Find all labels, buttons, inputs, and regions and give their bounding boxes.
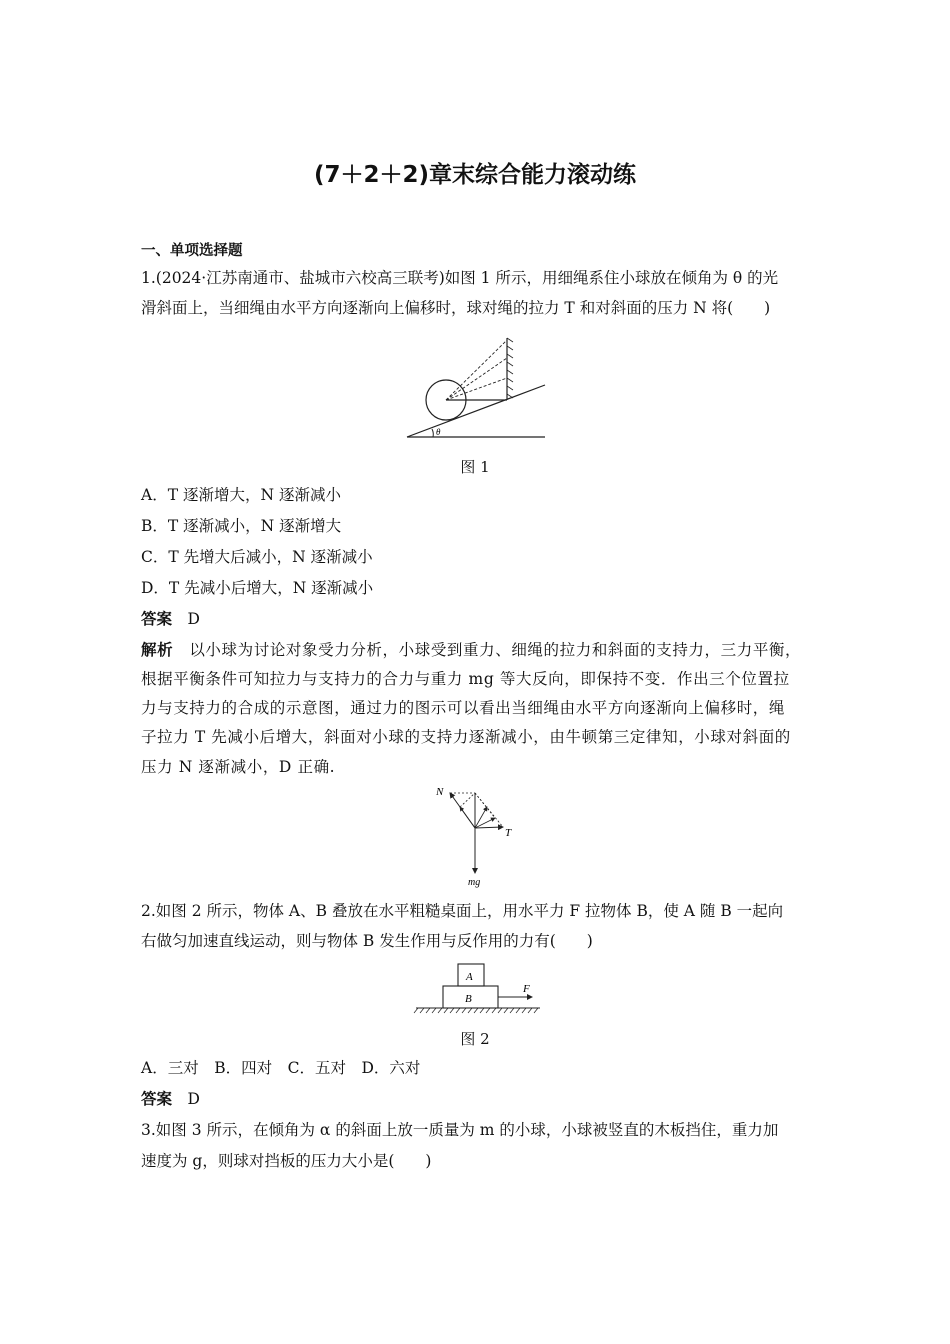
force-diagram bbox=[435, 785, 525, 890]
q1-text-line1: 1.(2024·江苏南通市、盐城市六校高三联考)如图 1 所示，用细绳系住小球放在倾角为 θ 的光 bbox=[141, 269, 779, 287]
q1-option-b: B．T 逐渐减小，N 逐渐增大 bbox=[141, 517, 342, 535]
figure-1-incline bbox=[400, 330, 560, 445]
theta-label: θ bbox=[436, 427, 441, 437]
q3-text-line2: 速度为 g，则球对挡板的压力大小是( ) bbox=[141, 1152, 432, 1170]
q2-text-line1: 2.如图 2 所示，物体 A、B 叠放在水平粗糙桌面上，用水平力 F 拉物体 B，使 A 随 B 一起向 bbox=[141, 902, 784, 920]
q1-analysis-line1 bbox=[141, 640, 801, 660]
q1-option-c: C．T 先增大后减小，N 逐渐减小 bbox=[141, 548, 373, 566]
q1-analysis-line5: 压力 N 逐渐减小，D 正确. bbox=[141, 758, 336, 776]
q2-answer bbox=[141, 1089, 200, 1109]
q1-option-d: D．T 先减小后增大，N 逐渐减小 bbox=[141, 579, 374, 597]
answer-label: 答案 bbox=[141, 610, 173, 628]
q2-text-line2: 右做匀加速直线运动，则与物体 B 发生作用与反作用的力有( ) bbox=[141, 932, 593, 950]
page-title: (7＋2＋2)章末综合能力滚动练 bbox=[313, 162, 637, 188]
analysis-label: 解析 bbox=[141, 641, 174, 659]
q1-text-line2: 滑斜面上，当细绳由水平方向逐渐向上偏移时，球对绳的拉力 T 和对斜面的压力 N 将( ) bbox=[141, 299, 771, 317]
q3-text-line1: 3.如图 3 所示，在倾角为 α 的斜面上放一质量为 m 的小球，小球被竖直的木板挡住，重力加 bbox=[141, 1121, 779, 1139]
figure-1-caption: 图 1 bbox=[460, 458, 490, 476]
block-a-label: A bbox=[466, 971, 473, 983]
t-label: T bbox=[505, 827, 512, 839]
figure-2-caption: 图 2 bbox=[460, 1030, 490, 1048]
q1-analysis-line3: 力与支持力的合成的示意图，通过力的图示可以看出当细绳由水平方向逐渐向上偏移时，绳 bbox=[141, 699, 786, 717]
q2-options: A．三对 B．四对 C．五对 D．六对 bbox=[141, 1059, 421, 1077]
answer-value: D bbox=[187, 1090, 200, 1108]
q1-option-a: A．T 逐渐增大，N 逐渐减小 bbox=[141, 486, 341, 504]
q1-analysis-line4: 子拉力 T 先减小后增大，斜面对小球的支持力逐渐减小，由牛顿第三定律知，小球对斜面的 bbox=[141, 728, 791, 746]
n-label: N bbox=[436, 786, 444, 798]
answer-value: D bbox=[187, 610, 200, 628]
figure-2-blocks bbox=[410, 962, 550, 1017]
force-f-label: F bbox=[523, 983, 530, 995]
mg-label: mg bbox=[468, 877, 481, 888]
analysis-text: 以小球为讨论对象受力分析，小球受到重力、细绳的拉力和斜面的支持力，三力平衡， bbox=[189, 641, 802, 659]
block-b-label: B bbox=[465, 993, 472, 1005]
q1-analysis-line2: 根据平衡条件可知拉力与支持力的合力与重力 mg 等大反向，即保持不变．作出三个位置拉 bbox=[141, 670, 790, 688]
answer-label: 答案 bbox=[141, 1090, 173, 1108]
section-heading: 一、单项选择题 bbox=[141, 243, 243, 259]
q1-answer bbox=[141, 609, 200, 629]
